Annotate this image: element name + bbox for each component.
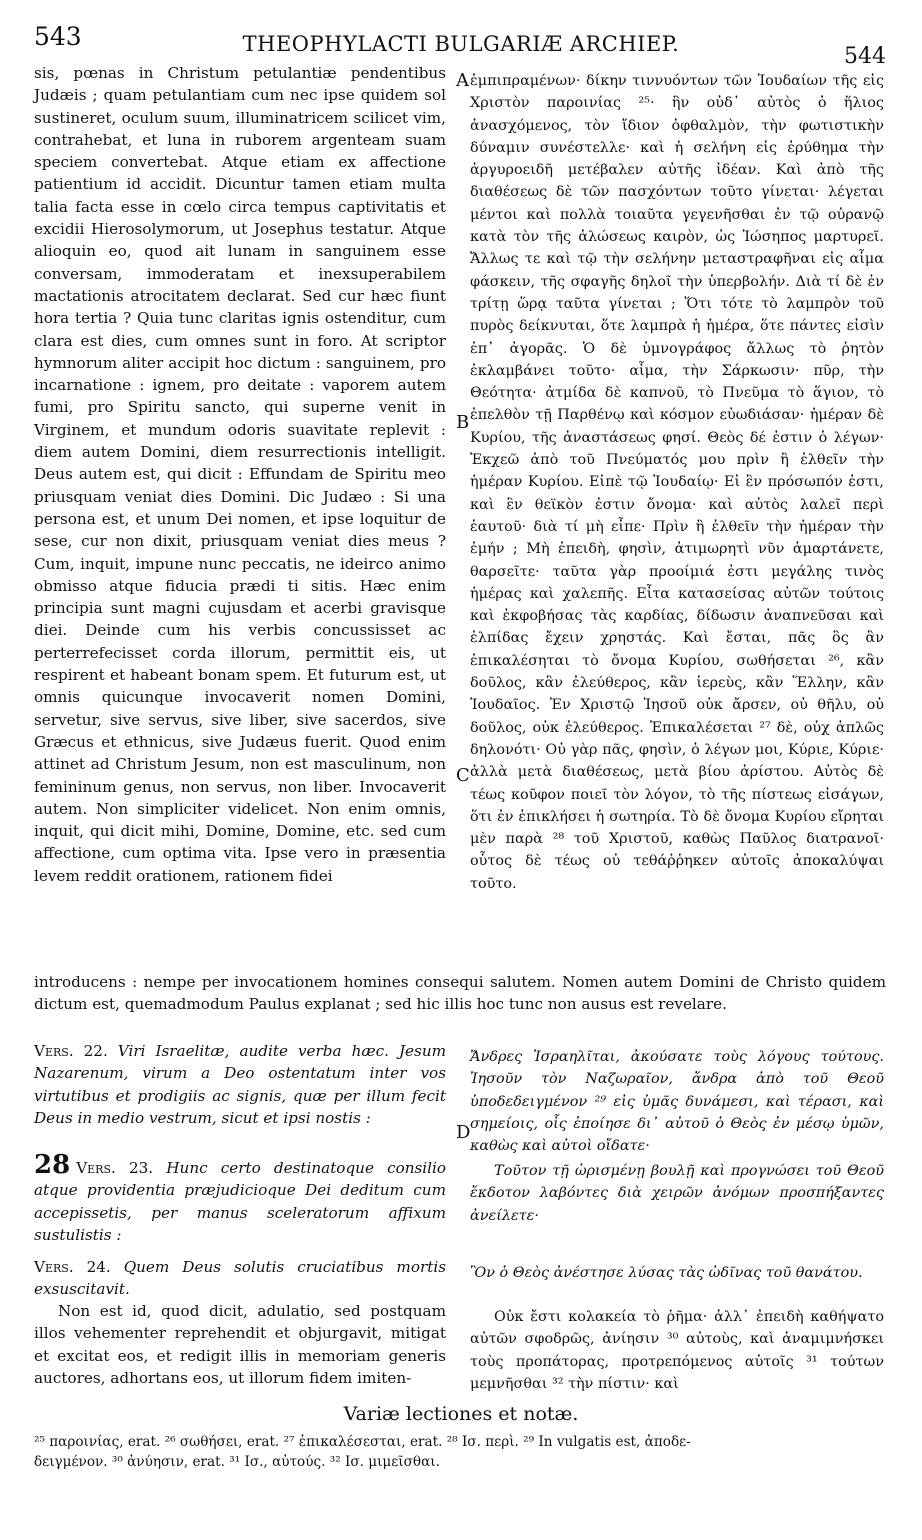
greek-commentary-end bbox=[470, 1306, 884, 1395]
verse-22-latin bbox=[34, 1040, 446, 1129]
latin-end-text: Non est id, quod dicit, adulatio, sed postquam illos vehementer reprehendit et objurgavit, mitigat et excitat eos, et redigit illis in memoriam generis auctores, adhortans eos, ut illorum fidem imiten- bbox=[34, 1302, 446, 1387]
margin-marker-b: B bbox=[456, 412, 470, 433]
verse-23-greek-text: Τοῦτον τῇ ὡρισμένῃ βουλῇ καὶ προγνώσει τοῦ Θεοῦ ἔκδοτον λαβόντες διὰ χειρῶν ἀνόμων προσπήξαντες ἀνείλετε· bbox=[470, 1163, 884, 1224]
notes-line-2: δειγμένον. ³⁰ ἀνύησιν, erat. ³¹ Ισ., αὐτούς. ³² Ισ. μιμεῖσθαι. bbox=[34, 1454, 440, 1470]
margin-marker-c: C bbox=[456, 765, 470, 786]
latin-main-text: sis, pœnas in Christum petulantiæ pendentibus Judæis ; quam petulantiam cum nec ipse quidem sol sustineret, oculum suum, illuminatricem scilicet vim, contrahebat, et luna in ruborem argenteam suam speciem convertebat. Atque etiam ex affectione patientium id accidit. Dicuntur tamen etiam multa talia facta esse in cœlo circa tempus captivitatis et excidii Hierosolymorum, ut Josephus testatur. Atque alioquin eo, quod ait lunam in sanguinem esse conversam, immoderatam et inexsuperabilem mactationis atrocitatem declarat. Sed cur hæc fiunt hora tertia ? Quia tunc claritas ignis ostenditur, cum clara est dies, cum omnes sunt in foro. At scriptor hymnorum aliter accipit hoc dictum : sanguinem, pro incarnatione : ignem, pro deitate : vaporem autem fumi, pro Spiritu sancto, qui superne venit in Virginem, et mundum odoris suavitate replevit : diem autem Domini, diem resurrectionis intelligit. Deus autem est, qui dicit : Effundam de Spiritu meo priusquam veniat dies Domini. Dic Judæo : Si una persona est, et unum Dei nomen, et ipse loquitur de sese, cur non dixit, priusquam veniat dies meus ? Cum, inquit, impune nunc peccatis, ne ideirco animo obmisso atque fiducia prædi ti sitis. Hæc enim principia sunt magni cujusdam et acerbi gravisque diei. Deinde cum his verbis concussisset ac perterrefecisset corda illorum, permittit eis, ut respirent et habeant bonam spem. Et futurum est, ut omnis quicunque invocaverit nomen Domini, servetur, sive servus, sive liber, sive sacerdos, sive Græcus et ethnicus, sive Judæus fuerit. Quod enim attinet ad Christum Jesum, non est masculinum, non femininum genus, non servus, non liber. Invocaverit autem. Non simpliciter videlicet. Non enim omnis, inquit, qui dicit mihi, Domine, Domine, etc. sed cum affectione, cum optima vita. Ipse vero in præsentia levem reddit orationem, rationem fidei bbox=[34, 64, 446, 885]
verse-23-greek bbox=[470, 1160, 884, 1227]
verse-24-label: Vers. 24. bbox=[34, 1258, 111, 1276]
page-number-left: 543 bbox=[34, 22, 82, 51]
latin-commentary-end bbox=[34, 1300, 446, 1389]
verse-24-greek-text: Ὃν ὁ Θεὸς ἀνέστησε λύσας τὰς ὠδῖνας τοῦ θανάτου. bbox=[470, 1265, 863, 1281]
latin-column-main bbox=[34, 62, 446, 887]
verse-23-latin-text: Hunc certo destinatoque consilio atque providentia præjudicioque Dei deditum cum accepissetis, per manus sceleratorum affixum sustulistis : bbox=[34, 1159, 447, 1244]
greek-main-text: ἐμπιπραμένων· δίκην τιννυόντων τῶν Ἰουδαίων τῆς εἰς Χριστὸν παροινίας ²⁵· ἣν οὐδ᾽ αὐτὸς ὁ ἥλιος ἀνασχόμενος, τὸν ἴδιον ὀφθαλμὸν, τὴν φωτιστικὴν δύναμιν συνέστελλε· καὶ ἡ σελήνη εἰς ἐρύθημα τὴν ἀργυροειδῆ μετέβαλεν αὐτῆς ἰδέαν. Καὶ ἀπὸ τῆς διαθέσεως δὲ τῶν πασχόντων τοῦτο γίνεται· λέγεται μέντοι καὶ πολλὰ τοιαῦτα γεγενῆσθαι ἐν τῷ οὐρανῷ κατὰ τὸν τῆς ἁλώσεως καιρὸν, ὡς Ἰώσηπος μαρτυρεῖ. Ἄλλως τε καὶ τῷ τὴν σελήνην μεταστραφῆναι εἰς αἷμα φάσκειν, τῆς σφαγῆς δηλοῖ τὴν ὑπερβολήν. Διὰ τί δὲ ἐν τρίτῃ ὥρᾳ ταῦτα γίνεται ; Ὅτι τότε τὸ λαμπρὸν τοῦ πυρὸς δείκνυται, ὅτε λαμπρὰ ἡ ἡμέρα, ὅτε πάντες εἰσὶν ἐπ᾽ ἀγορᾶς. Ὁ δὲ ὑμνογράφος ἄλλως τὸ ῥητὸν ἐκλαμβάνει τοῦτο· αἷμα, τὴν Σάρκωσιν· πῦρ, τὴν Θεότητα· ἀτμίδα δὲ καπνοῦ, τὸ Πνεῦμα τὸ ἅγιον, τὸ ἐπελθὸν τῇ Παρθένῳ καὶ κόσμον εὐωδιάσαν· ἡμέραν δὲ Κυρίου, τῆς ἀναστάσεως φησί. Θεὸς δέ ἐστιν ὁ λέγων· Ἐκχεῶ ἀπὸ τοῦ Πνεύματός μου πρὶν ἢ ἐλθεῖν τὴν ἡμέραν Κυρίου. Εἰπὲ τῷ Ἰουδαίῳ· Εἰ ἓν πρόσωπόν ἐστι, καὶ ἓν θεϊκὸν ἐστιν ὄνομα· καὶ αὐτὸς λαλεῖ περὶ ἑαυτοῦ· διὰ τί μὴ εἶπε· Πρὶν ἢ ἐλθεῖν τὴν ἡμέραν τὴν ἐμήν ; Μὴ ἐπειδὴ, φησὶν, ἀτιμωρητὶ νῦν ἁμαρτάνετε, θαρσεῖτε· ταῦτα γὰρ προοίμιά ἐστι μεγάλης τινὸς ἡμέρας καὶ χαλεπῆς. Εἶτα κατασείσας αὐτῶν τούτοις καὶ ἐκφοβήσας τὰς καρδίας, δίδωσιν ἀναπνεῦσαι καὶ ἐλπίδας ἔχειν χρηστάς. Καὶ ἔσται, πᾶς ὃς ἂν ἐπικαλέσηται τὸ ὄνομα Κυρίου, σωθήσεται ²⁶, κἂν δοῦλος, κἂν ἐλεύθερος, κἂν ἱερεὺς, κἂν Ἕλλην, κἂν Ἰουδαῖος. Ἐν Χριστῷ Ἰησοῦ οὐκ ἄρσεν, οὐ θῆλυ, οὐ δοῦλος, οὐκ ἐλεύθερος. Ἐπικαλέσεται ²⁷ δὲ, οὐχ ἁπλῶς δηλονότι· Οὐ γὰρ πᾶς, φησὶν, ὁ λέγων μοι, Κύριε, Κύριε· ἀλλὰ μετὰ διαθέσεως, μετὰ βίου ἀρίστου. Αὐτὸς δὲ τέως κοῦφον ποιεῖ τὸν λόγον, τὸ τῆς πίστεως εἰσάγων, ὅτι ἐν ἐπικλήσει ἡ σωτηρία. Τὸ δὲ ὄνομα Κυρίου εἴρηται μὲν παρὰ ²⁸ τοῦ Χριστοῦ, καθὼς Παῦλος διατρανοῖ· οὗτος δὲ τέως οὐ τεθάῤῥηκεν αὐτοῖς ἀποκαλύψαι τοῦτο. bbox=[470, 73, 884, 892]
variant-notes bbox=[34, 1432, 886, 1472]
margin-marker-d: D bbox=[456, 1122, 471, 1143]
greek-end-text: Οὐκ ἔστι κολακεία τὸ ῥῆμα· ἀλλ᾽ ἐπειδὴ καθήψατο αὐτῶν σφοδρῶς, ἀνίησιν ³⁰ αὐτοὺς, καὶ ἀναμιμνήσκει τοὺς προπάτορας, προτρεπόμενος αὐτοῖς ³¹ τούτων μεμνῆσθαι ³² τὴν πίστιν· καὶ bbox=[470, 1309, 884, 1392]
verse-23-label: Vers. 23. bbox=[76, 1159, 154, 1177]
running-title: THEOPHYLACTI BULGARIÆ ARCHIEP. bbox=[242, 32, 680, 56]
margin-marker-a: A bbox=[456, 70, 469, 91]
page-header bbox=[0, 0, 922, 70]
verse-24-latin-text: Quem Deus solutis cruciatibus mortis exsuscitavit. bbox=[34, 1258, 446, 1299]
verse-23-latin bbox=[34, 1150, 447, 1246]
greek-column-main bbox=[470, 70, 884, 895]
notes-title: Variæ lectiones et notæ. bbox=[343, 1403, 579, 1425]
verse-22-label: Vers. 22. bbox=[34, 1042, 108, 1060]
verse-24-greek bbox=[470, 1262, 884, 1284]
full-width-text: introducens : nempe per invocationem homines consequi salutem. Nomen autem Domini de Christo quidem dictum est, quemadmodum Paulus explanat ; sed hic illis hoc tunc non ausus est revelare. bbox=[34, 973, 886, 1014]
page-number-right: 544 bbox=[844, 44, 886, 69]
verse-22-greek bbox=[470, 1046, 884, 1157]
column-number: 28 bbox=[34, 1150, 71, 1180]
notes-line-1: ²⁵ παροινίας, erat. ²⁶ σωθήσει, erat. ²⁷ ἐπικαλέσεσται, erat. ²⁸ Ισ. περὶ. ²⁹ In vulgatis est, ἀποδε- bbox=[34, 1434, 691, 1450]
verse-22-greek-text: Ἄνδρες Ἰσραηλῖται, ἀκούσατε τοὺς λόγους τούτους. Ἰησοῦν τὸν Ναζωραῖον, ἄνδρα ἀπὸ τοῦ Θεοῦ ὑποδεδειγμένον ²⁹ εἰς ὑμᾶς δυνάμεσι, καὶ τέρασι, καὶ σημείοις, οἷς ἐποίησε δι᾽ αὐτοῦ ὁ Θεὸς ἐν μέσῳ ὑμῶν, καθὼς καὶ αὐτοὶ οἴδατε· bbox=[470, 1049, 884, 1155]
verse-22-latin-text: Viri Israelitæ, audite verba hæc. Jesum Nazarenum, virum a Deo ostentatum inter vos virtutibus et prodigiis ac signis, quæ per illum fecit Deus in medio vestrum, sicut et ipsi nostis : bbox=[34, 1042, 447, 1127]
verse-24-latin bbox=[34, 1256, 446, 1301]
